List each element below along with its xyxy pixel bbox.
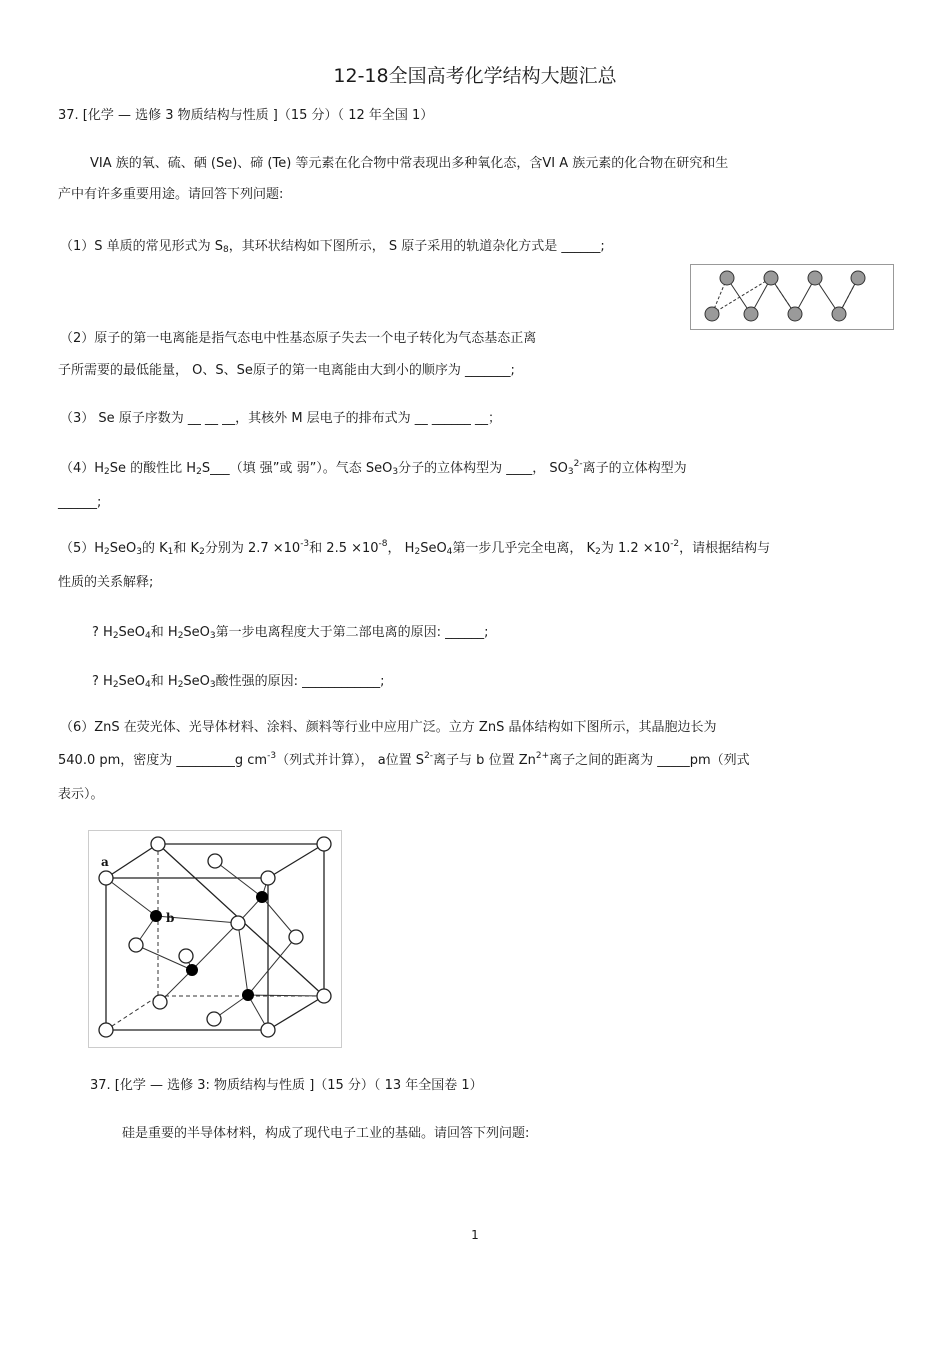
part-3-text: （3） Se 原子序数为 __ __ __，其核外 M 层电子的排布式为 __ ______ __； [60, 411, 502, 426]
zn-ion [242, 989, 254, 1001]
part-5-line-1: $(5)H_2SeO_3$的 $K_1$和 $K_2$分别为 $2.7 \times 10^{-3}$和 $2.5 \times 10^{-8}$， $H_2SeO_4$第一步几乎完全电离， $K_2$为 $1.2 \times 10^{-2}$，请根据结构与 [60, 539, 771, 557]
s8-ring-figure [690, 264, 894, 330]
s-ion [261, 1023, 275, 1037]
s-ion [99, 1023, 113, 1037]
part-2-line-1: （2）原子的第一电离能是指气态电中性基态原子失去一个电子转化为气态基态正离 [60, 331, 537, 346]
s-ion [179, 949, 193, 963]
part-5-subquestion-1: ? $H_2SeO_4$和 $H_2SeO_3$第一步电离程度大于第二部电离的原因: ______; [92, 625, 489, 641]
s-atom [720, 271, 734, 285]
s-ion [289, 930, 303, 944]
s-ion [151, 837, 165, 851]
zn-ion [186, 964, 198, 976]
s-ion [317, 989, 331, 1003]
s-atom [705, 307, 719, 321]
zn-ion-b [150, 910, 162, 922]
part-6-line-1: （6）ZnS 在荧光体、光导体材料、涂料、颜料等行业中应用广泛。立方 ZnS 晶体结构如下图所示，其晶胞边长为 [60, 720, 717, 735]
question-2012-header: 37. [化学 — 选修 3 物质结构与性质 ]（15 分）（ 12 年全国 1） [58, 108, 434, 123]
s-ion [231, 916, 245, 930]
s-atom [808, 271, 822, 285]
part-6-line-2: 540.0 pm，密度为 _________g $cm^{-3}$（列式并计算）， a位置 $S^{2-}$离子与 b 位置 $Zn^{2+}$离子之间的距离为 _____pm（列式 [58, 751, 750, 768]
s-ion [129, 938, 143, 952]
part-5-subquestion-2: ? $H_2SeO_4$和 $H_2SeO_3$酸性强的原因: ____________; [92, 674, 385, 690]
zn-ion [256, 891, 268, 903]
part-4-line-1: $(4)H_2Se$ 的酸性比 $H_2S\_\_\_$（填 强”或 弱”）。气态 SeO$_3$分子的立体构型为 ____， $SO_3^{2-}$离子的立体构型为 [60, 459, 687, 477]
question-2012-intro-line-2: 产中有许多重要用途。请回答下列问题: [58, 187, 284, 202]
page-number: 1 [471, 1228, 479, 1242]
label-a: a [101, 855, 109, 869]
s-ion [208, 854, 222, 868]
s-ion [207, 1012, 221, 1026]
part-6-line-3: 表示）。 [58, 787, 104, 802]
page-title: 12-18全国高考化学结构大题汇总 [333, 65, 617, 87]
s-atom [744, 307, 758, 321]
question-2012-intro-line-1: VIA 族的氧、硫、硒 (Se)、碲 (Te) 等元素在化合物中常表现出多种氧化态，含VI A 族元素的化合物在研究和生 [90, 156, 729, 171]
part-4-line-2: ______; [58, 495, 102, 510]
part-5-line-2: 性质的关系解释; [58, 575, 154, 590]
s-atom [764, 271, 778, 285]
question-2013-intro: 硅是重要的半导体材料，构成了现代电子工业的基础。请回答下列问题: [122, 1126, 530, 1141]
part-2-line-2: 子所需要的最低能量， O、S、Se原子的第一电离能由大到小的顺序为 _______; [58, 363, 515, 378]
part-1-text: （1）S 单质的常见形式为 $S_8$，其环状结构如下图所示， S 原子采用的轨道杂化方式是 ______; [60, 239, 605, 255]
s-ion [153, 995, 167, 1009]
question-2013-header: 37. [化学 — 选修 3: 物质结构与性质 ]（15 分）（ 13 年全国卷 1） [90, 1078, 483, 1093]
s-atom [851, 271, 865, 285]
s-atom [832, 307, 846, 321]
zns-unit-cell-figure [88, 830, 342, 1048]
s-atom [788, 307, 802, 321]
label-b: b [166, 911, 175, 925]
s-ion [317, 837, 331, 851]
s-ion [261, 871, 275, 885]
s-ion-a [99, 871, 113, 885]
